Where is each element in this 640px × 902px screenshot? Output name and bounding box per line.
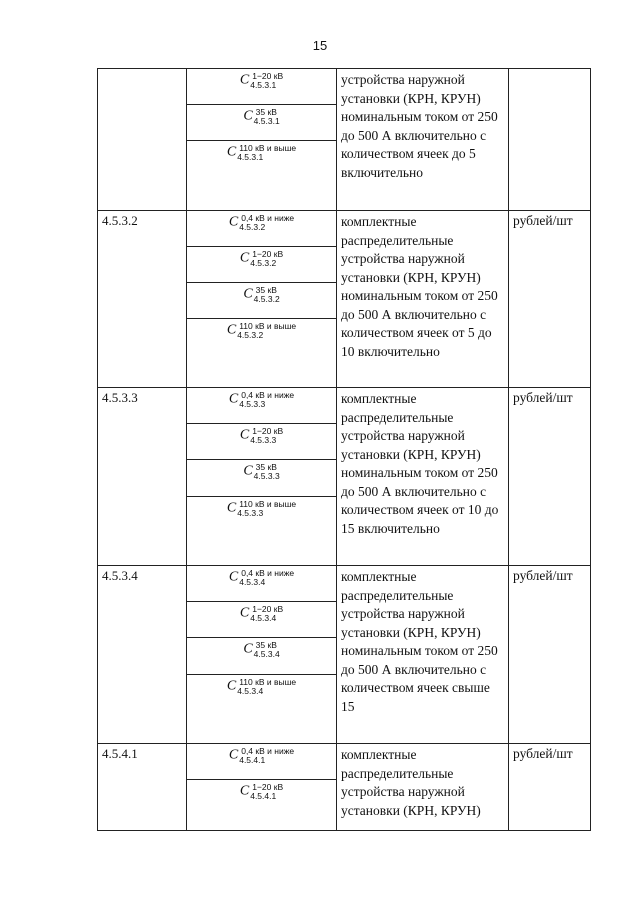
formula-superscript: 1−20 кВ xyxy=(252,426,284,436)
formula-subscript: 4.5.3.3 xyxy=(250,434,277,445)
row-description: устройства наружной установки (КРН, КРУН) номинальным током от 250 до 500 А включительно с количеством ячеек до 5 включительно xyxy=(337,69,509,211)
rate-formula xyxy=(240,250,283,267)
formula-superscript: 1−20 кВ xyxy=(252,249,284,259)
table-row xyxy=(98,566,591,744)
row-description: комплектные распределительные устройства наружной установки (КРН, КРУН) номинальным током от 250 до 500 А включительно с количеством ячеек от 10 до 15 включительно xyxy=(337,388,509,566)
rate-formula xyxy=(243,463,279,480)
formula-subcell xyxy=(187,247,336,283)
formula-symbol: C xyxy=(243,108,253,124)
table-row xyxy=(98,744,591,831)
formula-symbol: C xyxy=(239,72,250,88)
rate-formula xyxy=(240,72,283,89)
formula-subscript: 4.5.3.2 xyxy=(239,221,266,232)
formula-subcell xyxy=(187,69,336,105)
formula-subscript: 4.5.3.3 xyxy=(253,470,280,481)
rate-formula xyxy=(243,286,279,303)
formula-superscript: 35 кВ xyxy=(255,107,277,117)
rate-formula xyxy=(240,427,283,444)
formula-symbol: C xyxy=(228,747,239,763)
formula-superscript: 35 кВ xyxy=(255,640,277,650)
formula-superscript: 0,4 кВ и ниже xyxy=(241,213,295,223)
formula-subcell xyxy=(187,424,336,460)
rate-formula xyxy=(229,214,294,231)
page-number: 15 xyxy=(312,38,328,53)
formula-subcell xyxy=(187,638,336,675)
formula-subcell xyxy=(187,105,336,141)
formula-symbol: C xyxy=(226,678,237,694)
formula-cell xyxy=(187,69,337,211)
row-code: 4.5.3.2 xyxy=(98,211,187,388)
rate-formula xyxy=(240,783,283,800)
formula-subscript: 4.5.4.1 xyxy=(250,790,277,801)
formula-subcell xyxy=(187,744,336,780)
row-unit: рублей/шт xyxy=(509,211,591,388)
formula-superscript: 1−20 кВ xyxy=(252,782,284,792)
table-row xyxy=(98,69,591,211)
formula-symbol: C xyxy=(243,286,253,302)
formula-symbol: C xyxy=(228,569,239,585)
formula-symbol: C xyxy=(239,605,250,621)
formula-symbol: C xyxy=(226,500,237,516)
row-code: 4.5.3.4 xyxy=(98,566,187,744)
formula-subscript: 4.5.3.2 xyxy=(237,329,264,340)
row-code xyxy=(98,69,187,211)
formula-subcell xyxy=(187,211,336,247)
rate-formula xyxy=(229,747,294,764)
formula-subcell xyxy=(187,283,336,319)
formula-superscript: 110 кВ и выше xyxy=(239,499,297,509)
formula-symbol: C xyxy=(226,322,237,338)
formula-subscript: 4.5.4.1 xyxy=(239,754,266,765)
formula-superscript: 35 кВ xyxy=(255,462,277,472)
formula-symbol: C xyxy=(228,391,239,407)
formula-subscript: 4.5.3.3 xyxy=(237,507,264,518)
formula-cell xyxy=(187,388,337,566)
formula-subscript: 4.5.3.4 xyxy=(237,685,264,696)
formula-superscript: 1−20 кВ xyxy=(252,604,284,614)
rate-formula xyxy=(243,108,279,125)
formula-subcell xyxy=(187,675,336,743)
formula-cell xyxy=(187,566,337,744)
formula-subcell xyxy=(187,319,336,387)
rate-formula xyxy=(227,678,296,695)
formula-symbol: C xyxy=(243,641,253,657)
formula-cell xyxy=(187,744,337,831)
rate-formula xyxy=(240,605,283,622)
formula-subcell xyxy=(187,566,336,602)
formula-subcell xyxy=(187,780,336,830)
formula-superscript: 110 кВ и выше xyxy=(239,321,297,331)
rate-formula xyxy=(227,322,296,339)
formula-superscript: 0,4 кВ и ниже xyxy=(241,390,295,400)
row-code: 4.5.4.1 xyxy=(98,744,187,831)
formula-subscript: 4.5.3.4 xyxy=(250,612,277,623)
row-unit: рублей/шт xyxy=(509,744,591,831)
formula-superscript: 35 кВ xyxy=(255,285,277,295)
rate-formula xyxy=(227,500,296,517)
formula-subscript: 4.5.3.1 xyxy=(253,115,280,126)
row-description: комплектные распределительные устройства наружной установки (КРН, КРУН) номинальным током от 250 до 500 А включительно с количеством ячеек от 5 до 10 включительно xyxy=(337,211,509,388)
formula-subcell xyxy=(187,388,336,424)
formula-superscript: 110 кВ и выше xyxy=(239,143,297,153)
formula-symbol: C xyxy=(239,427,250,443)
row-code: 4.5.3.3 xyxy=(98,388,187,566)
row-unit: рублей/шт xyxy=(509,388,591,566)
row-unit: рублей/шт xyxy=(509,566,591,744)
row-description: комплектные распределительные устройства наружной установки (КРН, КРУН) xyxy=(337,744,509,831)
rate-formula xyxy=(227,144,296,161)
formula-symbol: C xyxy=(239,250,250,266)
formula-subscript: 4.5.3.4 xyxy=(239,576,266,587)
formula-subscript: 4.5.3.2 xyxy=(253,293,280,304)
formula-superscript: 110 кВ и выше xyxy=(239,677,297,687)
formula-symbol: C xyxy=(243,463,253,479)
row-unit xyxy=(509,69,591,211)
formula-subcell xyxy=(187,602,336,638)
formula-superscript: 1−20 кВ xyxy=(252,71,284,81)
row-description: комплектные распределительные устройства наружной установки (КРН, КРУН) номинальным током от 250 до 500 А включительно с количеством ячеек свыше 15 xyxy=(337,566,509,744)
formula-symbol: C xyxy=(239,783,250,799)
formula-subscript: 4.5.3.1 xyxy=(250,79,277,90)
formula-subscript: 4.5.3.4 xyxy=(253,648,280,659)
formula-superscript: 0,4 кВ и ниже xyxy=(241,746,295,756)
formula-subscript: 4.5.3.1 xyxy=(237,151,264,162)
rate-formula xyxy=(243,641,279,658)
rate-formula xyxy=(229,391,294,408)
formula-subscript: 4.5.3.2 xyxy=(250,257,277,268)
formula-subcell xyxy=(187,460,336,497)
formula-cell xyxy=(187,211,337,388)
formula-subscript: 4.5.3.3 xyxy=(239,398,266,409)
formula-subcell xyxy=(187,141,336,210)
tariff-table xyxy=(97,68,591,831)
formula-superscript: 0,4 кВ и ниже xyxy=(241,568,295,578)
table-row xyxy=(98,211,591,388)
formula-symbol: C xyxy=(228,214,239,230)
table-row xyxy=(98,388,591,566)
formula-symbol: C xyxy=(226,144,237,160)
rate-formula xyxy=(229,569,294,586)
formula-subcell xyxy=(187,497,336,565)
